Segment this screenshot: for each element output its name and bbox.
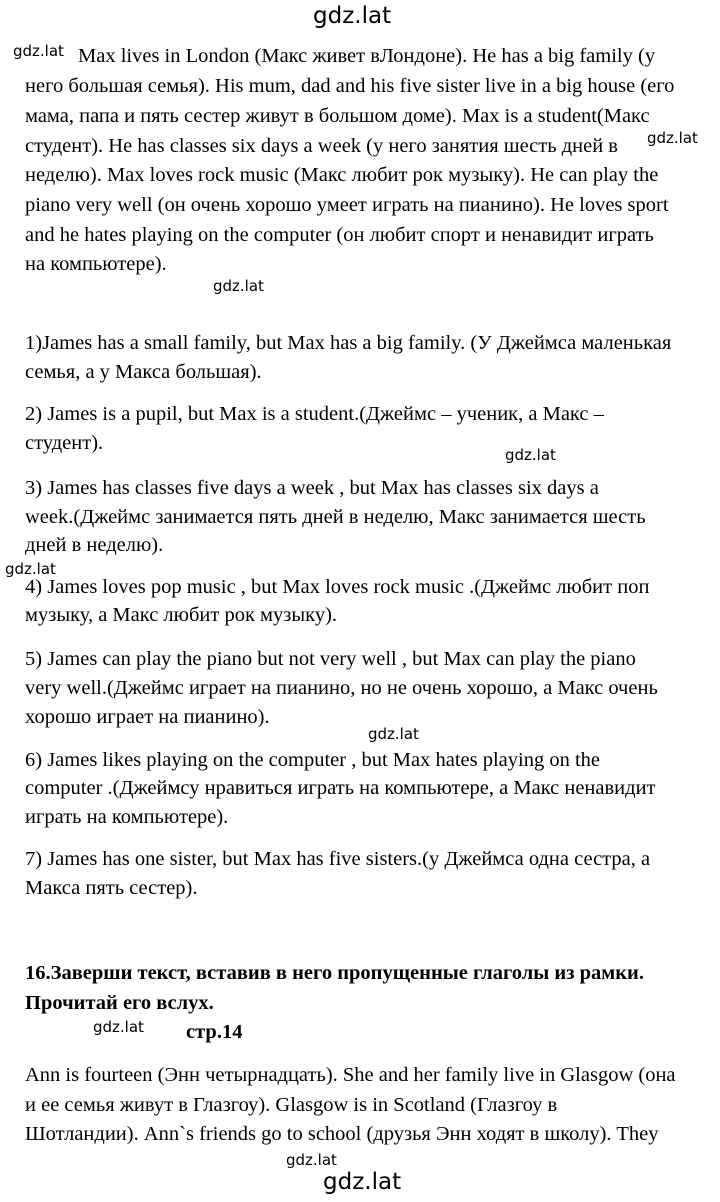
footer-watermark: gdz.lat	[323, 1169, 402, 1195]
answer-line: играть на компьютере).	[25, 806, 229, 828]
answer-line: хорошо играет на пианино).	[25, 706, 270, 728]
watermark: gdz.lat	[286, 1151, 337, 1169]
watermark: gdz.lat	[5, 560, 56, 578]
answer-line: very well.(Джеймс играет на пианино, но не очень хорошо, а Макс очень	[25, 677, 658, 699]
exercise-title: 16.Заверши текст, вставив в него пропущенные глаголы из рамки.	[25, 962, 644, 984]
text-line: piano very well (он очень хорошо умеет играть на пианино). He loves sport	[25, 194, 669, 216]
text-line: and he hates playing on the computer (он любит спорт и ненавидит играть	[25, 224, 654, 246]
text-line: Max lives in London (Макс живет вЛондоне). He has a big family (у	[78, 45, 656, 67]
answer-line: музыку, а Макс любит рок музыку).	[25, 604, 338, 626]
text-line: на компьютере).	[25, 253, 167, 275]
answer-line: студент).	[25, 432, 104, 454]
text-line: Ann is fourteen (Энн четырнадцать). She and her family live in Glasgow (она	[25, 1064, 676, 1086]
text-line: неделю). Max loves rock music (Макс любит рок музыку). He can play the	[25, 164, 659, 186]
watermark: gdz.lat	[368, 725, 419, 743]
answer-line: computer .(Джеймсу нравиться играть на компьютере, а Макс ненавидит	[25, 777, 656, 799]
watermark: gdz.lat	[93, 1018, 144, 1036]
text-line: Шотландии). Ann`s friends go to school (друзья Энн ходят в школу). They	[25, 1123, 659, 1145]
answer-line: 1)James has a small family, but Max has a big family. (У Джеймса маленькая	[25, 332, 672, 354]
watermark: gdz.lat	[647, 129, 698, 147]
answer-line: 3) James has classes five days a week , but Max has classes six days a	[25, 477, 599, 499]
answer-line: семья, а у Макса большая).	[25, 361, 262, 383]
answer-line: Макса пять сестер).	[25, 877, 198, 899]
text-line: и ее семья живут в Глазгоу). Glasgow is in Scotland (Глазгоу в	[25, 1094, 558, 1116]
answer-line: 4) James loves pop music , but Max loves rock music .(Джеймс любит поп	[25, 576, 650, 598]
watermark: gdz.lat	[13, 42, 64, 60]
text-line: мама, папа и пять сестер живут в большом доме). Max is a student(Макс	[25, 105, 650, 127]
exercise-title: Прочитай его вслух.	[25, 992, 214, 1014]
watermark: gdz.lat	[505, 446, 556, 464]
answer-line: 5) James can play the piano but not very well , but Max can play the piano	[25, 648, 636, 670]
answer-line: 2) James is a pupil, but Max is a student.(Джеймс – ученик, а Макс –	[25, 403, 604, 425]
answer-line: 7) James has one sister, but Max has five sisters.(у Джеймса одна сестра, а	[25, 848, 651, 870]
answer-line: дней в неделю).	[25, 534, 164, 556]
text-line: студент). He has classes six days a week (у него занятия шесть дней в	[25, 135, 618, 157]
watermark: gdz.lat	[213, 277, 264, 295]
header-watermark: gdz.lat	[313, 3, 392, 29]
page-ref: стр.14	[186, 1021, 243, 1043]
answer-line: week.(Джеймс занимается пять дней в неделю, Макс занимается шесть	[25, 506, 646, 528]
answer-line: 6) James likes playing on the computer , but Max hates playing on the	[25, 749, 601, 771]
text-line: него большая семья). His mum, dad and his five sister live in a big house (его	[25, 75, 675, 97]
